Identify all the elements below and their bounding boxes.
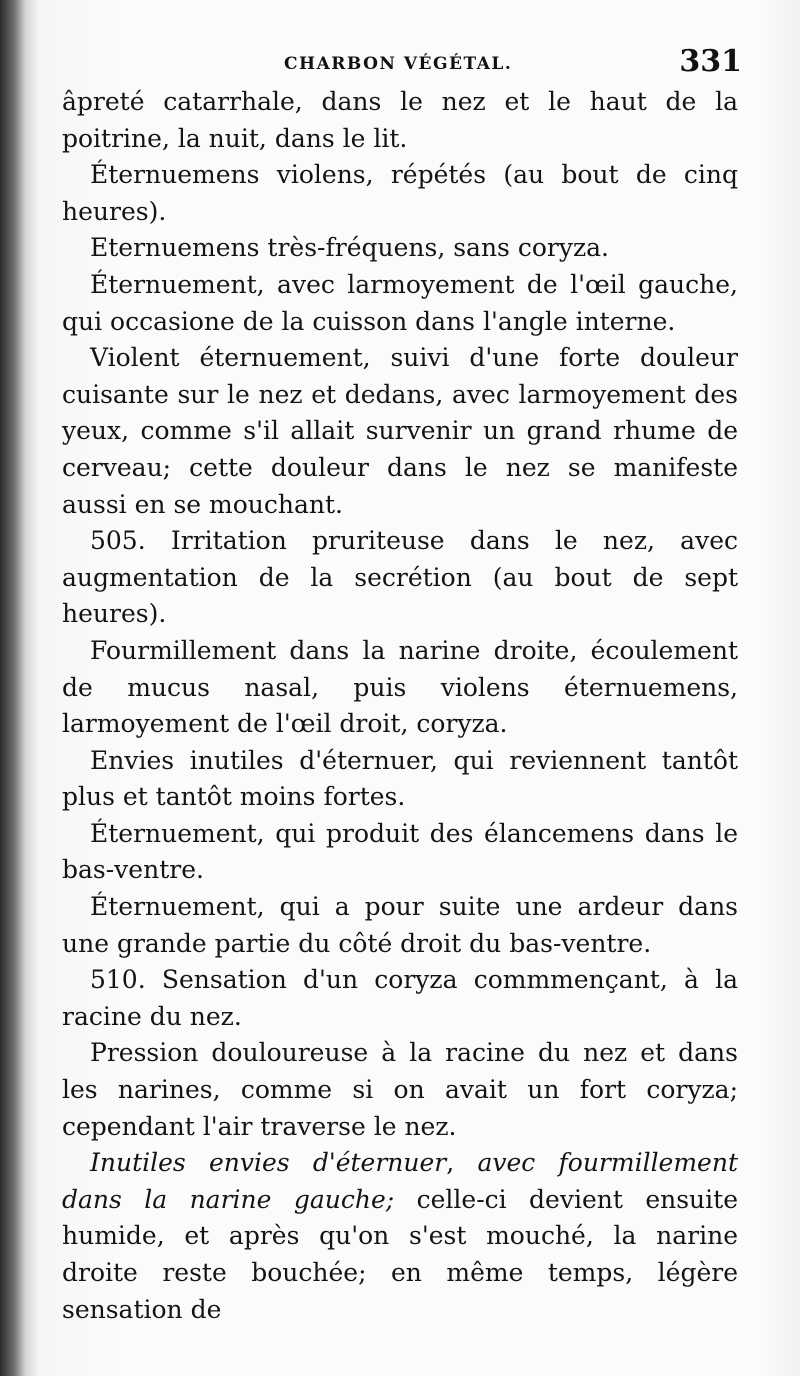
- running-title: CHARBON VÉGÉTAL.: [284, 54, 513, 74]
- paragraph: 510. Sensation d'un coryza commmençant, à la racine du nez.: [62, 965, 738, 1031]
- roman-text: celle-ci devient ensuite humide, et après qu'on s'est mouché, la narine droite reste bouchée; en même temps, légère sensation de: [62, 1184, 738, 1324]
- italic-text: avec fourmillement dans la narine gauche;: [62, 1148, 739, 1214]
- paragraph: Éternuemens violens, répétés (au bout de cinq heures).: [62, 160, 738, 226]
- page-number: 331: [679, 44, 742, 79]
- paragraph: Pression douloureuse à la racine du nez et dans les narines, comme si on avait un fort coryza; cependant l'air traverse le nez.: [62, 1038, 738, 1141]
- paragraph: Violent éternuement, suivi d'une forte douleur cuisante sur le nez et dedans, avec larmoyement des yeux, comme s'il allait survenir un grand rhume de cerveau; cette douleur dans le nez se manifeste aussi en se mouchant.: [62, 343, 738, 519]
- paragraph: Éternuement, qui a pour suite une ardeur dans une grande partie du côté droit du bas-ventre.: [62, 892, 738, 958]
- paragraph: 505. Irritation pruriteuse dans le nez, avec augmentation de la secrétion (au bout de sept heures).: [62, 526, 738, 629]
- paragraph: Éternuement, qui produit des élancemens dans le bas-ventre.: [62, 818, 738, 885]
- italic-text: Inutiles envies d'éternuer: [90, 1148, 447, 1178]
- paragraph-last: [62, 1145, 738, 1328]
- body-text: [62, 84, 738, 1328]
- paragraph: Envies inutiles d'éternuer, qui reviennent tantôt plus et tantôt moins fortes.: [62, 745, 738, 812]
- paragraph: Eternuemens très-fréquens, sans coryza.: [90, 233, 609, 263]
- roman-text: ,: [446, 1148, 478, 1178]
- paragraph: âpreté catarrhale, dans le nez et le haut de la poitrine, la nuit, dans le lit.: [62, 87, 738, 153]
- paragraph: Fourmillement dans la narine droite, écoulement de mucus nasal, puis violens éternuemens, larmoyement de l'œil droit, coryza.: [62, 635, 738, 739]
- paragraph: Éternuement, avec larmoyement de l'œil gauche, qui occasione de la cuisson dans l'angle interne.: [62, 269, 738, 336]
- page-header: [62, 44, 742, 88]
